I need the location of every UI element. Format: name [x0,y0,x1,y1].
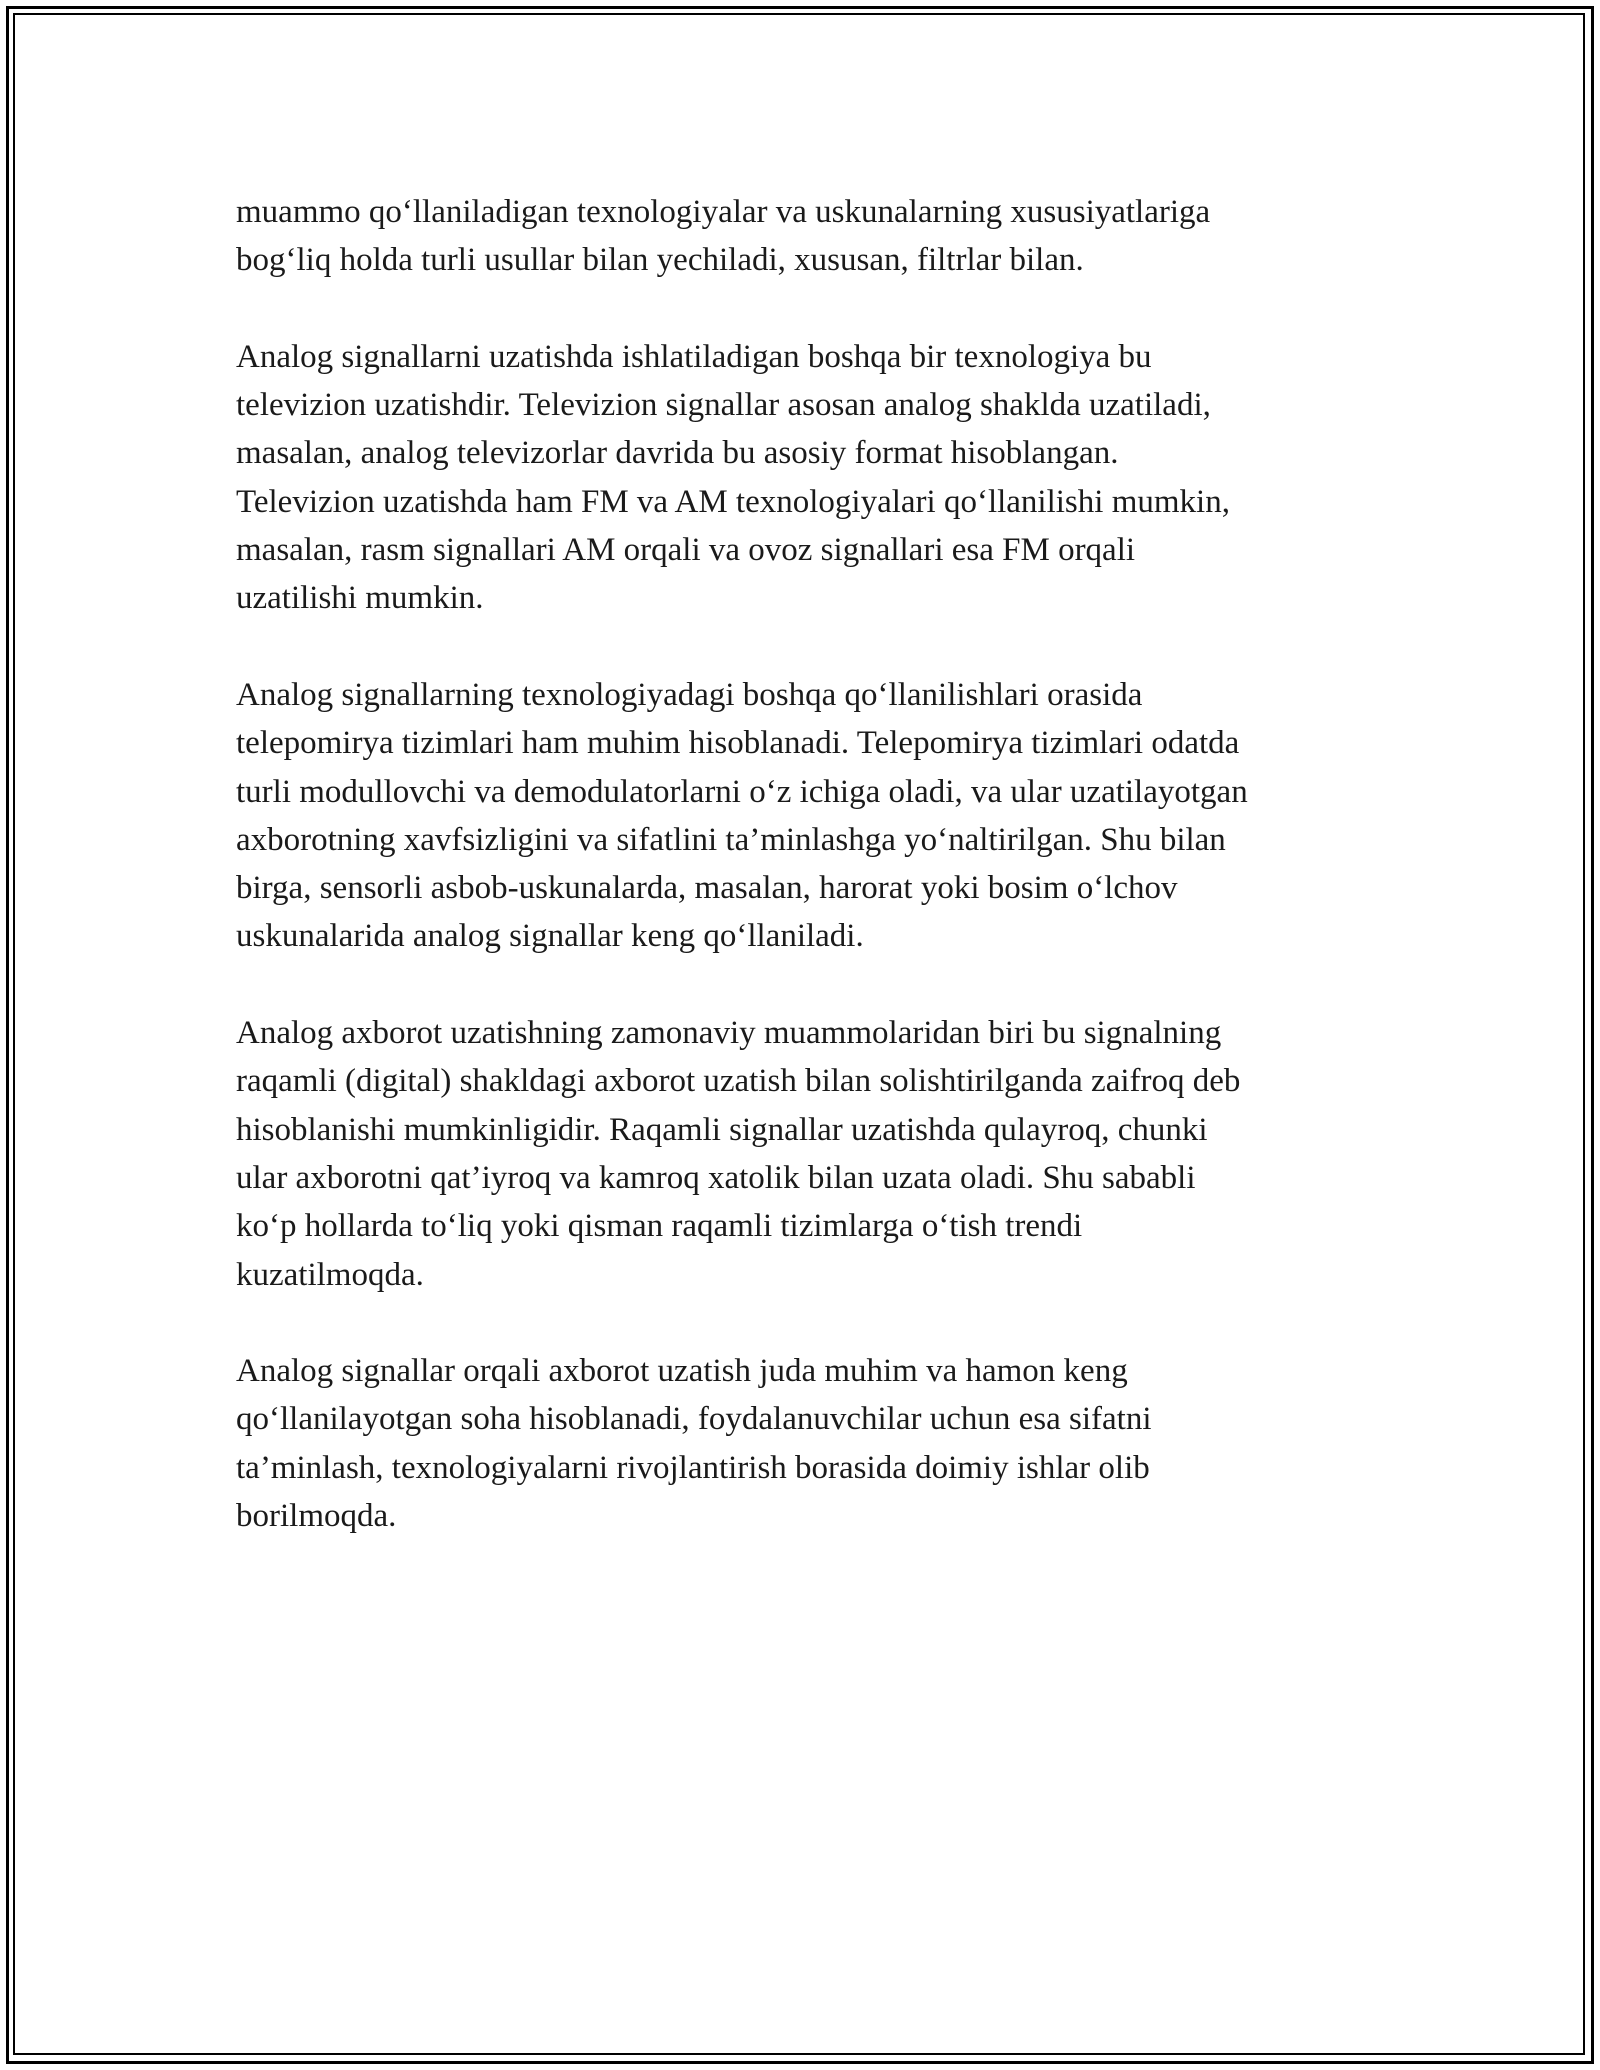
paragraph-2 [236,333,1366,623]
text-line: hisoblanishi mumkinligidir. Raqamli signallar uzatishda qulayroq, chunki [236,1111,1208,1148]
text-line: turli modullovchi va demodulatorlarni o‘z ichiga oladi, va ular uzatilayotgan [236,773,1248,810]
text-line: bog‘liq holda turli usullar bilan yechiladi, xususan, filtrlar bilan. [236,242,1084,279]
text-line: Televizion uzatishda ham FM va AM texnologiyalari qo‘llanilishi mumkin, [236,483,1230,520]
document-body [236,188,1366,1589]
text-line: muammo qo‘llaniladigan texnologiyalar va uskunalarning xususiyatlariga [236,194,1211,230]
text-line: Analog signallarni uzatishda ishlatiladigan boshqa bir texnologiya bu [236,338,1152,375]
text-line: kuzatilmoqda. [236,1256,424,1293]
text-line: masalan, analog televizorlar davrida bu asosiy format hisoblangan. [236,435,1119,472]
text-line: ular axborotni qat’iyroq va kamroq xatolik bilan uzata oladi. Shu sababli [236,1159,1196,1196]
text-line: qo‘llanilayotgan soha hisoblanadi, foydalanuvchilar uchun esa sifatni [236,1401,1152,1438]
paragraph-1 [236,188,1366,285]
text-line: Analog signallarning texnologiyadagi boshqa qo‘llanilishlari orasida [236,676,1143,713]
text-line: axborotning xavfsizligini va sifatlini ta’minlashga yo‘naltirilgan. Shu bilan [236,821,1226,858]
text-line: Analog signallar orqali axborot uzatish juda muhim va hamon keng [236,1353,1128,1390]
text-line: ko‘p hollarda to‘liq yoki qisman raqamli tizimlarga o‘tish trendi [236,1208,1083,1245]
text-line: uskunalarida analog signallar keng qo‘llaniladi. [236,918,864,955]
text-line: uzatilishi mumkin. [236,580,484,617]
paragraph-5 [236,1347,1366,1540]
text-line: birga, sensorli asbob-uskunalarda, masalan, harorat yoki bosim o‘lchov [236,870,1178,907]
text-line: borilmoqda. [236,1498,397,1535]
text-line: telepomirya tizimlari ham muhim hisoblanadi. Telepomirya tizimlari odatda [236,725,1240,762]
text-line: raqamli (digital) shakldagi axborot uzatish bilan solishtirilganda zaifroq deb [236,1063,1241,1100]
text-line: Analog axborot uzatishning zamonaviy muammolaridan biri bu signalning [236,1015,1222,1052]
text-line: televizion uzatishdir. Televizion signallar asosan analog shaklda uzatiladi, [236,387,1211,424]
paragraph-4 [236,1009,1366,1299]
paragraph-3 [236,671,1366,961]
text-line: masalan, rasm signallari AM orqali va ovoz signallari esa FM orqali [236,532,1136,569]
text-line: ta’minlash, texnologiyalarni rivojlantirish borasida doimiy ishlar olib [236,1449,1150,1486]
